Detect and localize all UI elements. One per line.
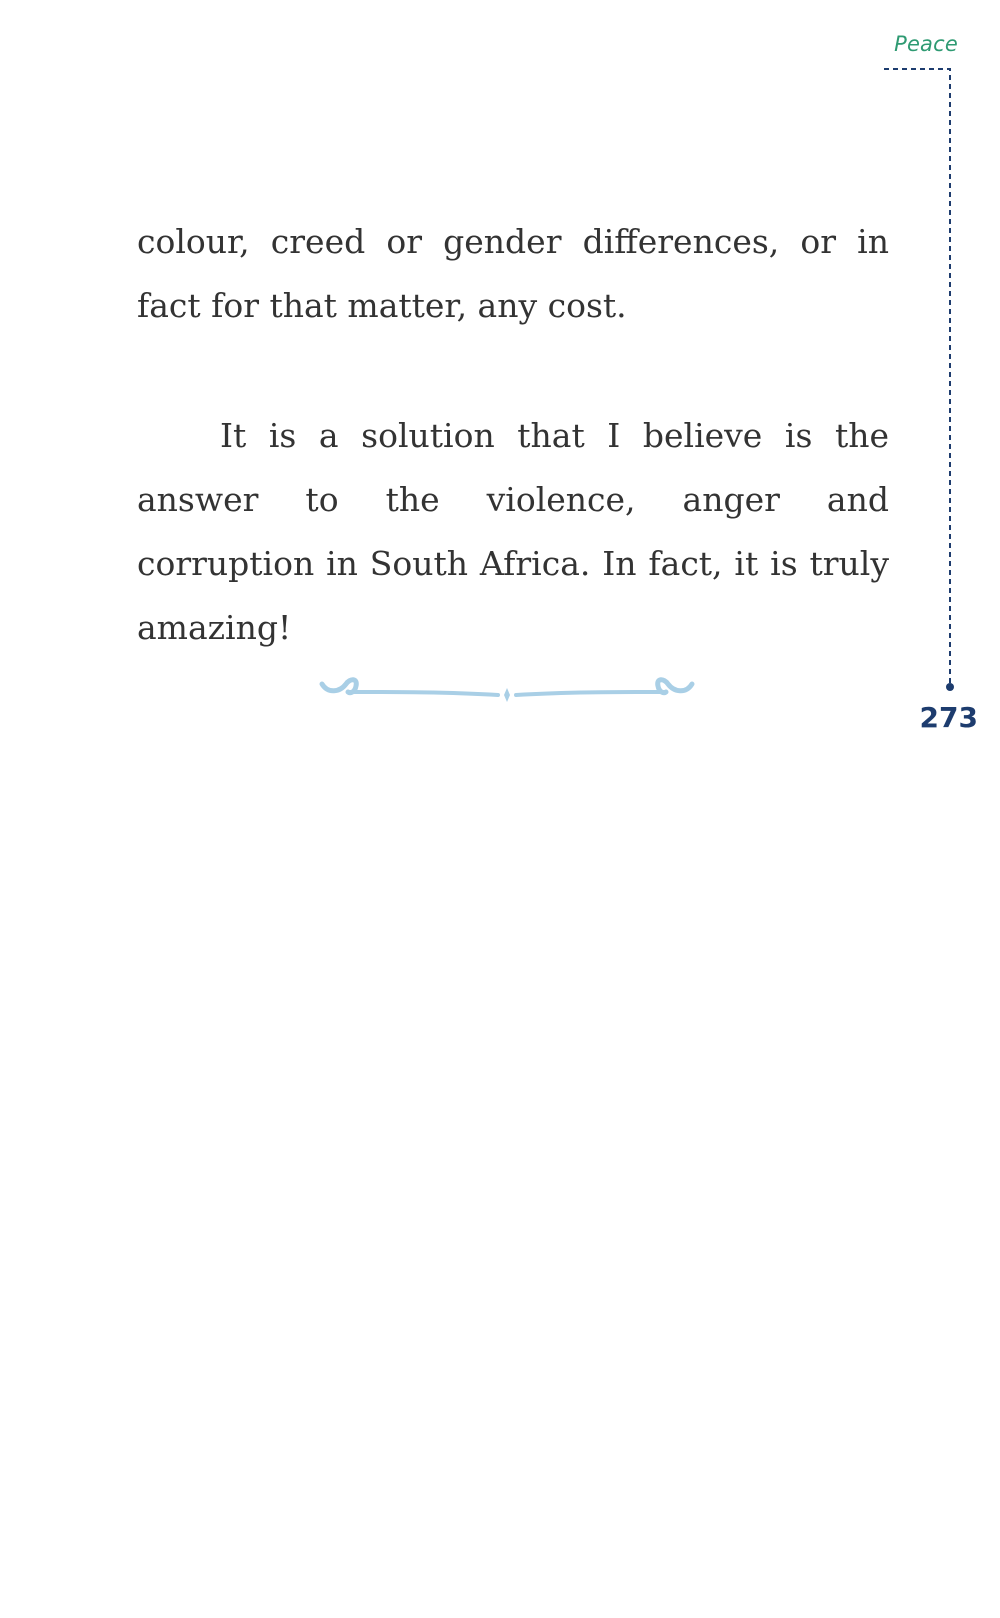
scroll-divider-icon <box>318 670 696 714</box>
paragraph: colour, creed or gender differences, or in fact for that matter, any cost. <box>137 222 889 325</box>
paragraph-block-2 <box>137 404 889 660</box>
paragraph-block-1 <box>137 210 889 338</box>
page-number: 273 <box>919 701 978 734</box>
running-title: Peace <box>894 32 958 56</box>
paragraph: It is a solution that I believe is the answer to the violence, anger and corruption in South Africa. In fact, it is truly amazing! <box>137 416 889 647</box>
